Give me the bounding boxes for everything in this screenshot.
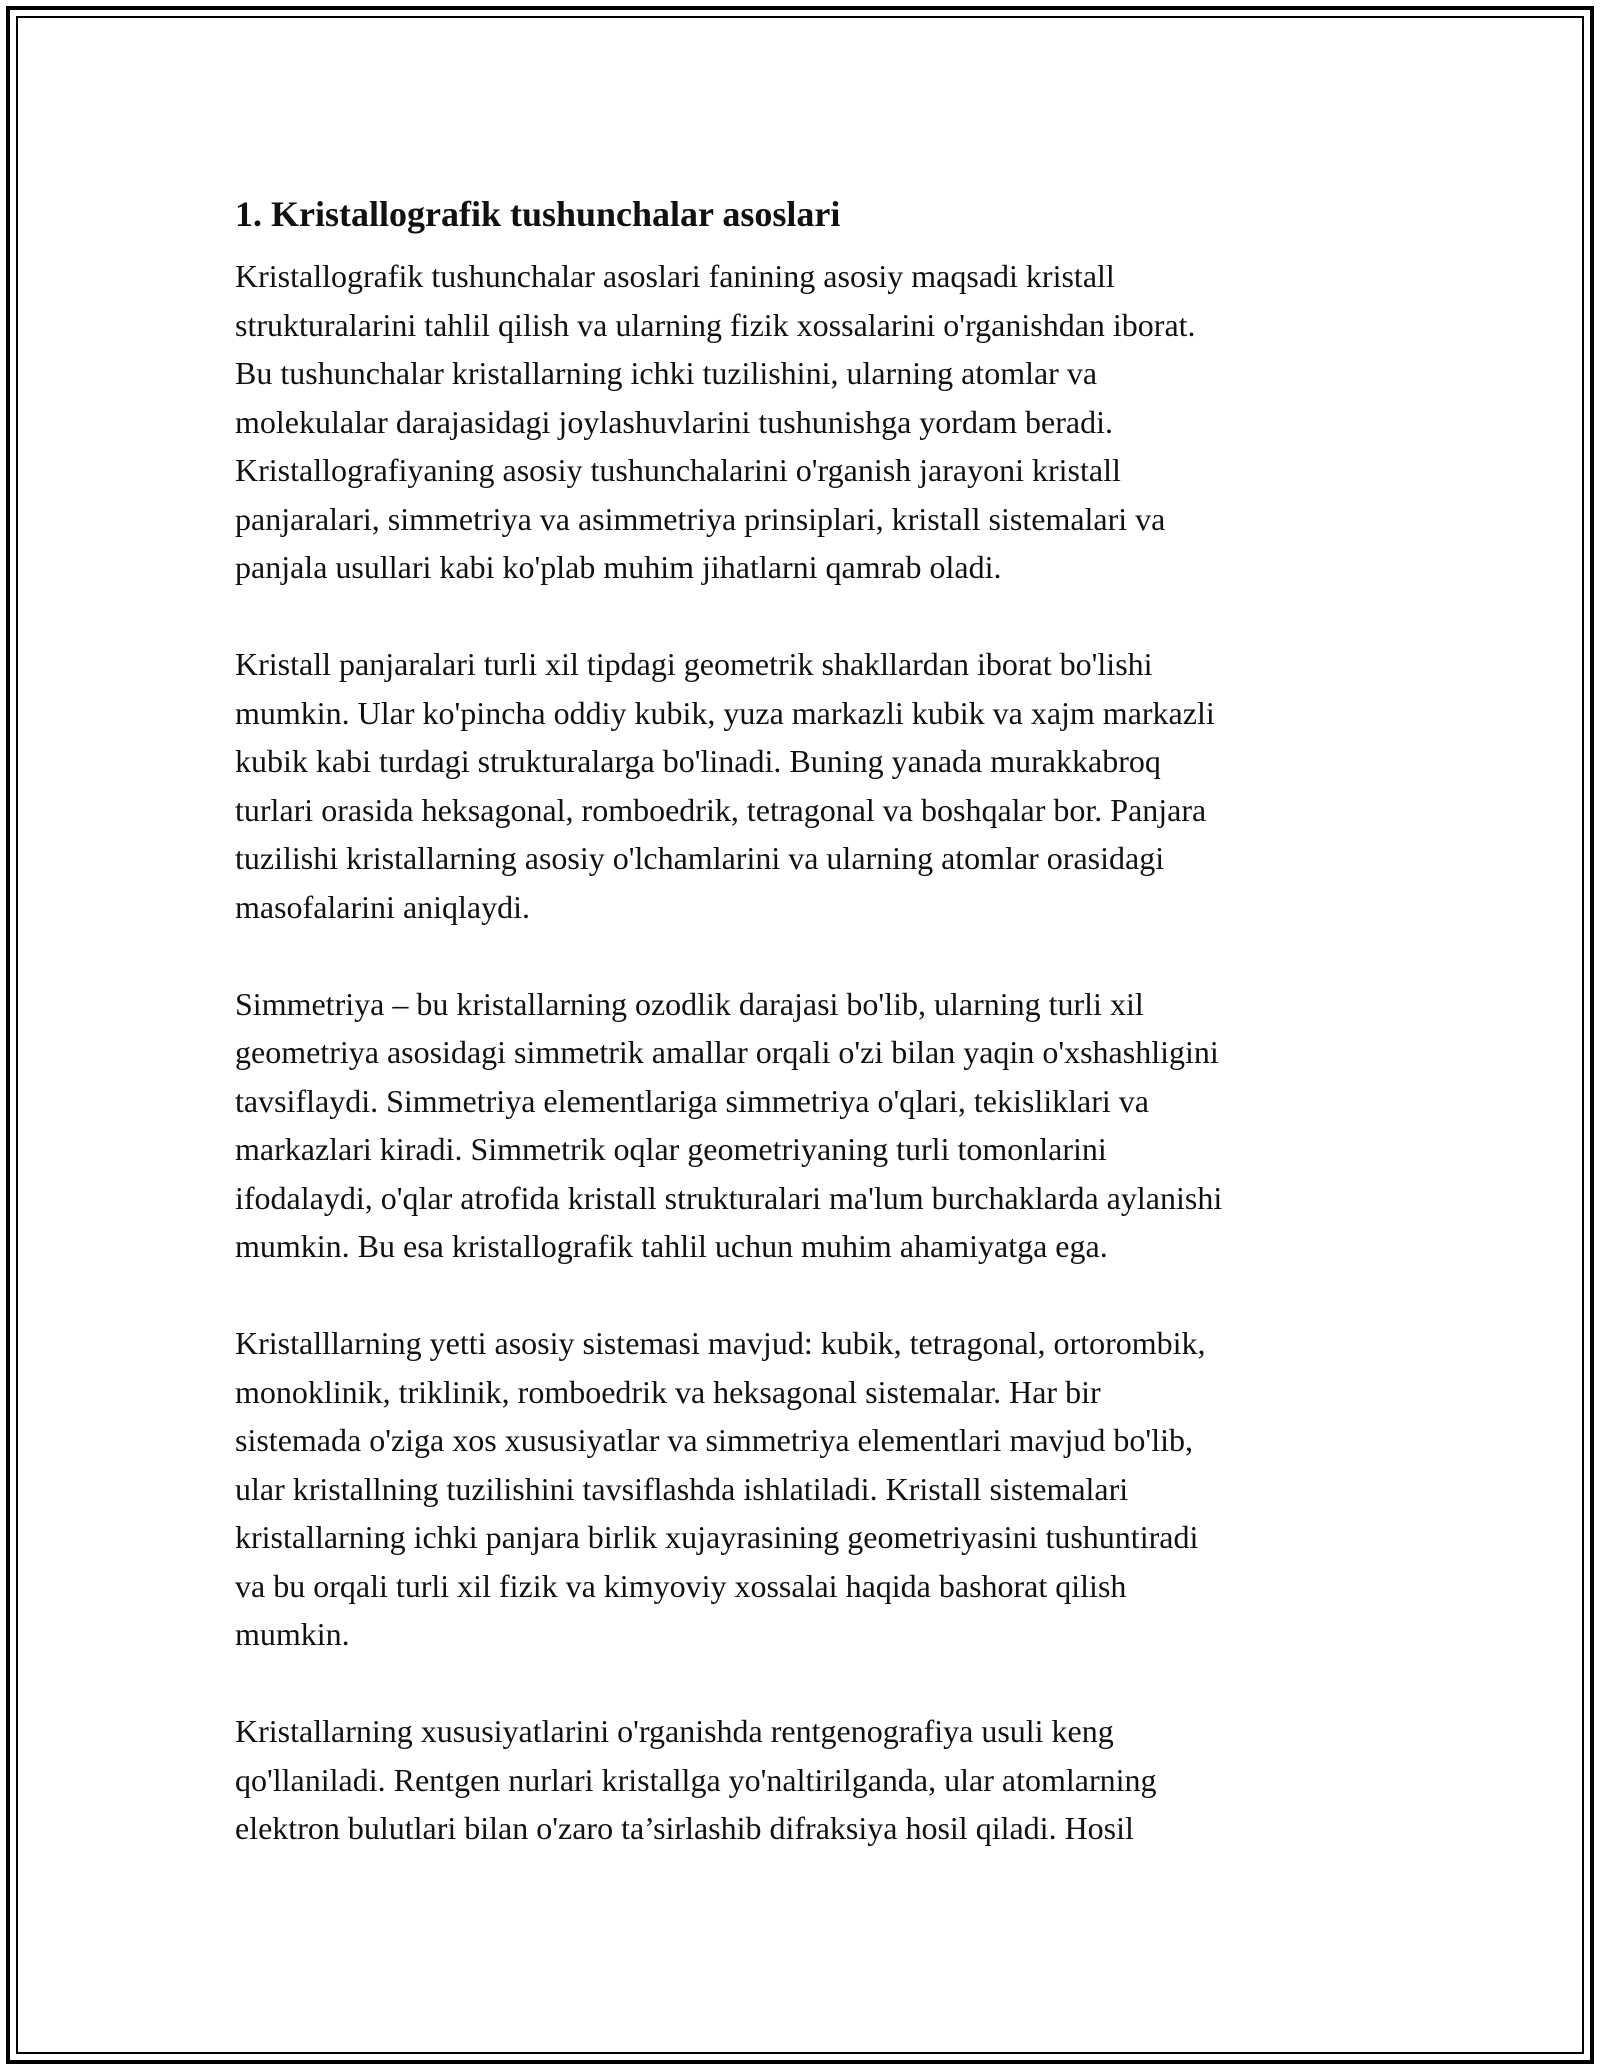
document-body [235, 188, 1385, 1901]
paragraph-line: Kristall panjaralari turli xil tipdagi geometrik shakllardan iborat bo'lishi [235, 646, 1153, 682]
paragraph-line: masofalarini aniqlaydi. [235, 888, 531, 925]
paragraph-line: geometriya asosidagi simmetrik amallar orqali o'zi bilan yaqin o'xshashligini [235, 1034, 1219, 1070]
paragraph-line: Kristallografiyaning asosiy tushunchalarini o'rganish jarayoni kristall [235, 452, 1121, 488]
paragraph-line: Kristalllarning yetti asosiy sistemasi mavjud: kubik, tetragonal, ortorombik, [235, 1325, 1206, 1361]
paragraph-line: mumkin. [235, 1616, 350, 1652]
paragraph-line: mumkin. Bu esa kristallografik tahlil uchun muhim ahamiyatga ega. [235, 1228, 1108, 1264]
paragraph-line: turlari orasida heksagonal, romboedrik, tetragonal va boshqalar bor. Panjara [235, 791, 1207, 828]
paragraph-line: molekulalar darajasidagi joylashuvlarini tushunishga yordam beradi. [235, 403, 1113, 440]
paragraph-line: panjaralari, simmetriya va asimmetriya prinsiplari, kristall sistemalari va [235, 500, 1166, 537]
paragraph-line: markazlari kiradi. Simmetrik oqlar geometriyaning turli tomonlarini [235, 1131, 1107, 1167]
paragraph-line: Kristallografik tushunchalar asoslari fanining asosiy maqsadi kristall [235, 258, 1115, 294]
paragraph-line: tuzilishi kristallarning asosiy o'lchamlarini va ularning atomlar orasidagi [235, 840, 1165, 876]
paragraph-line: ular kristallning tuzilishini tavsiflashda ishlatiladi. Kristall sistemalari [235, 1470, 1129, 1507]
paragraph-line: Simmetriya – bu kristallarning ozodlik darajasi bo'lib, ularning turli xil [235, 985, 1144, 1022]
paragraph-line: kubik kabi turdagi strukturalarga bo'linadi. Buning yanada murakkabroq [235, 743, 1161, 779]
paragraph-3 [235, 980, 1385, 1271]
paragraph-line: qo'llaniladi. Rentgen nurlari kristallga yo'naltirilganda, ular atomlarning [235, 1761, 1157, 1798]
paragraph-4 [235, 1319, 1385, 1659]
paragraph-line: panjala usullari kabi ko'plab muhim jihatlarni qamrab oladi. [235, 549, 1002, 585]
paragraph-line: ifodalaydi, o'qlar atrofida kristall strukturalari ma'lum burchaklarda aylanishi [235, 1179, 1223, 1216]
paragraph-line: mumkin. Ular ko'pincha oddiy kubik, yuza markazli kubik va xajm markazli [235, 694, 1215, 731]
paragraph-line: strukturalarini tahlil qilish va ularning fizik xossalarini o'rganishdan iborat. [235, 306, 1196, 343]
paragraph-2 [235, 640, 1385, 931]
paragraph-line: monoklinik, triklinik, romboedrik va heksagonal sistemalar. Har bir [235, 1373, 1101, 1410]
paragraph-line: sistemada o'ziga xos xususiyatlar va simmetriya elementlari mavjud bo'lib, [235, 1422, 1193, 1458]
section-heading: 1. Kristallografik tushunchalar asoslari [235, 194, 841, 234]
paragraph-5 [235, 1707, 1385, 1853]
paragraph-line: tavsiflaydi. Simmetriya elementlariga simmetriya o'qlari, tekisliklari va [235, 1082, 1149, 1119]
paragraph-line: va bu orqali turli xil fizik va kimyoviy xossalai haqida bashorat qilish [235, 1567, 1127, 1604]
paragraph-1 [235, 252, 1385, 592]
paragraph-line: Kristallarning xususiyatlarini o'rganishda rentgenografiya usuli keng [235, 1713, 1114, 1749]
paragraph-line: Bu tushunchalar kristallarning ichki tuzilishini, ularning atomlar va [235, 355, 1098, 391]
paragraph-line: elektron bulutlari bilan o'zaro ta’sirlashib difraksiya hosil qiladi. Hosil [235, 1810, 1134, 1846]
paragraph-line: kristallarning ichki panjara birlik xujayrasining geometriyasini tushuntiradi [235, 1519, 1199, 1555]
